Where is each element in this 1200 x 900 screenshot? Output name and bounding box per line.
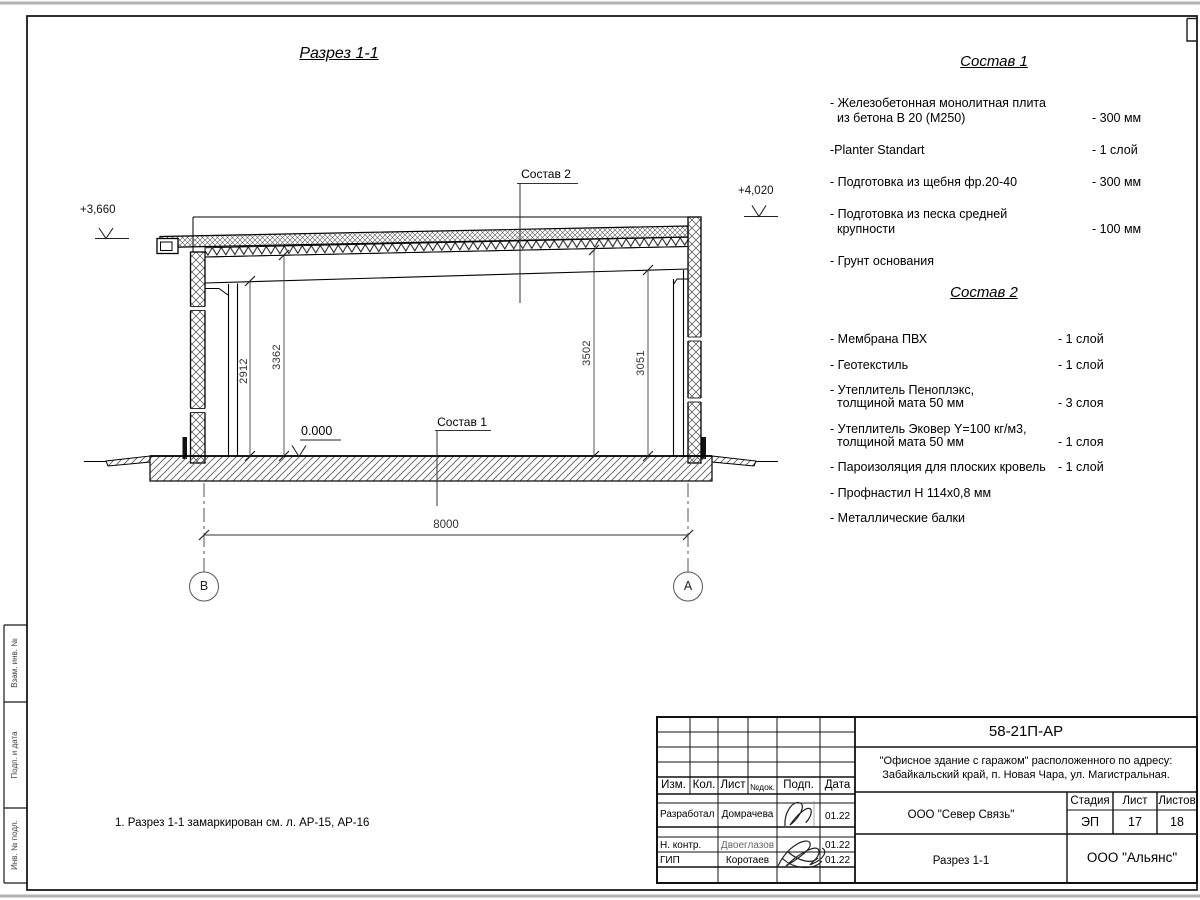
list-item: - Мембрана ПВХ - 1 слой [830, 332, 1104, 346]
list-item: - Железобетонная монолитная плита из бетона В 20 (М250) - 300 мм [830, 96, 1142, 125]
col-kol: Кол. [692, 779, 716, 791]
col-data: Дата [824, 779, 851, 791]
sheet-value: 17 [1128, 815, 1142, 829]
drawing-title: Разрез 1-1 [299, 45, 379, 62]
list-item: - Профнастил Н 114х0,8 мм [830, 485, 992, 500]
doc-number: 58-21П-АР [988, 723, 1064, 740]
role-developer: Разработал [660, 809, 715, 820]
list-item: - Утеплитель Пеноплэкс, толщиной мата 50 мм - 3 слоя [830, 383, 1104, 410]
right-haunch [674, 279, 689, 285]
frame-side-label: Подп. и дата [10, 731, 19, 779]
role-gip: ГИП [660, 855, 680, 866]
list-item: - Подготовка из щебня фр.20-40 - 300 мм [830, 175, 1142, 189]
right-column [674, 270, 684, 456]
sostav1-callout: Состав 1 [437, 415, 487, 429]
company-name: ООО "Альянс" [1086, 850, 1178, 865]
list-item: - Подготовка из песка средней крупности - 100 мм [830, 207, 1142, 236]
list-item: - Грунт основания [830, 254, 935, 268]
sheets-value: 18 [1170, 815, 1184, 829]
elevation-left-label: +3,660 [80, 204, 116, 216]
date-developer: 01.22 [824, 811, 851, 822]
col-ndok: №док. [750, 782, 775, 792]
signatures [778, 801, 825, 867]
col-podp: Подп. [783, 779, 814, 791]
date-ncontrol: 01.22 [824, 840, 851, 851]
frame-side-label: Инв. № подл. [10, 820, 19, 870]
sheet-title: Разрез 1-1 [932, 855, 990, 867]
col-izm: Изм. [661, 779, 686, 791]
list-item: - Утеплитель Эковер Y=100 кг/м3, толщиной мата 50 мм - 1 слоя [830, 421, 1104, 449]
right-wall [687, 217, 702, 463]
right-apron [712, 456, 778, 466]
role-ncontrol: Н. контр. [660, 840, 702, 851]
list-item: - Пароизоляция для плоских кровель - 1 слой [830, 460, 1104, 474]
left-column [229, 284, 238, 457]
list-item: -Planter Standart - 1 слой [830, 143, 1138, 157]
name-ncontrol: Двоеглазов [720, 840, 775, 851]
name-gip: Коротаев [725, 855, 770, 866]
col-list: Лист [720, 779, 746, 791]
dim-3362: 3362 [271, 344, 283, 370]
left-wall [190, 252, 207, 463]
signature-engineer [778, 841, 825, 866]
elevation-right-label: +4,020 [738, 185, 774, 197]
stage-value: ЭП [1081, 815, 1099, 829]
dim-3051: 3051 [635, 350, 647, 376]
frame-side-label: Взам. инв. № [10, 638, 19, 688]
client-name: ООО "Север Связь" [907, 809, 1015, 821]
building-section [84, 217, 778, 481]
name-developer: Домрачева [721, 809, 774, 820]
list-item: - Металлические балки [830, 511, 965, 525]
left-apron [84, 456, 150, 466]
dim-2912: 2912 [238, 358, 250, 384]
signature-developer [785, 803, 811, 826]
elevation-zero-label: 0.000 [301, 424, 333, 438]
sheet-note: 1. Разрез 1-1 замаркирован см. л. АР-15, АР-16 [115, 817, 370, 829]
sostav2-title: Состав 2 [950, 284, 1018, 301]
axis-label-a: А [683, 579, 693, 593]
axis-label-b: В [199, 579, 209, 593]
sheet-label: Лист [1122, 795, 1148, 807]
date-gip: 01.22 [824, 855, 851, 866]
gutter-profile [157, 239, 178, 254]
sostav2-callout: Состав 2 [521, 167, 571, 181]
project-address-line1: "Офисное здание с гаражом" расположенного по адресу: [879, 755, 1173, 767]
floor-slab [150, 456, 712, 481]
sostav1-list [830, 96, 1175, 286]
sostav1-title: Состав 1 [960, 53, 1028, 70]
dim-span-8000: 8000 [433, 519, 459, 531]
sostav2-list [830, 333, 1175, 538]
stage-label: Стадия [1070, 795, 1110, 807]
list-item: - Геотекстиль - 1 слой [830, 357, 1104, 372]
sheets-label: Листов [1158, 795, 1196, 807]
dim-3502: 3502 [581, 340, 593, 366]
dimension-ticks [199, 245, 693, 540]
project-address-line2: Забайкальский край, п. Новая Чара, ул. Магистральная. [882, 769, 1170, 781]
beam-line [205, 269, 688, 283]
left-haunch [205, 289, 228, 296]
